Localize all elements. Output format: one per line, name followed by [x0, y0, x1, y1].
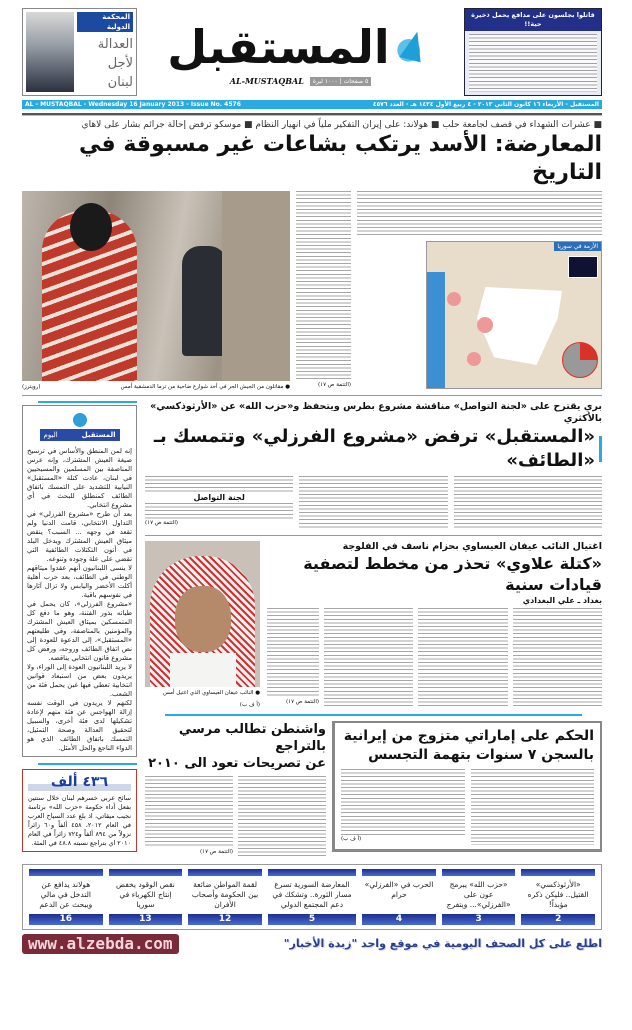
- teaser-text: لقمة المواطن ضائعة بين الحكومة وأصحاب الأفران: [191, 880, 259, 909]
- egypt-body-column: [238, 776, 326, 858]
- teaser-text: الحرب في «الفرزلي» حرام: [364, 880, 434, 899]
- uae-body-column: [341, 769, 465, 835]
- lead-row: [22, 191, 602, 391]
- map-marker: [467, 352, 481, 366]
- headline-line: بالسجن ٧ سنوات بتهمة التجسس: [368, 747, 594, 763]
- logo-main: المستقبل: [81, 431, 116, 439]
- iraq-text: [267, 541, 602, 709]
- iraq-last-column: [267, 608, 319, 708]
- second-body-column: [145, 503, 293, 519]
- lead-kicker: ■ عشرات الشهداء في قصف لجامعة حلب ■ هولاند: على إيران التفكير ملياً في انهيار النظام ■ موسكو ترفض إحالة جرائم بشار على لاهاي: [81, 120, 602, 130]
- date-bar: [22, 100, 602, 109]
- iraq-body-column: [513, 608, 602, 708]
- sidebar-box: [22, 405, 137, 757]
- divider: [22, 113, 602, 116]
- iraq-continued: (التتمة ص ١٧): [285, 699, 320, 705]
- teaser-page-number: 2: [521, 914, 595, 925]
- lead-photo-caption: ● مقاتلون من الجيش الحر في أحد شوارع ضاحية من ترما الدمشقية أمس: [120, 384, 290, 390]
- teaser-bar: [29, 869, 103, 876]
- logo-sub: [230, 76, 371, 86]
- syria-map[interactable]: [426, 241, 602, 389]
- teaser-bar: [268, 869, 356, 876]
- second-body-column: [299, 476, 447, 530]
- teaser-page-number: 12: [188, 914, 262, 925]
- uae-left-column: [341, 769, 465, 845]
- lead-body-top: [357, 191, 602, 235]
- date-english: AL - MUSTAQBAL - Wednesday 16 January 2013 - Issue No. 4576: [25, 101, 241, 108]
- masthead: [22, 8, 602, 96]
- lead-text-column: [296, 191, 351, 391]
- masthead-logo[interactable]: [145, 8, 456, 96]
- teaser-page-number: 4: [362, 914, 436, 925]
- map-marker: [447, 292, 461, 306]
- footer-url[interactable]: www.alzebda.com: [22, 934, 179, 954]
- teaser-page-number: 13: [109, 914, 183, 925]
- iraq-body: [267, 608, 602, 708]
- teaser-page-13[interactable]: [109, 869, 183, 925]
- teaser-text: «حزب الله» يبرمج عون على «الفرزلي»... ويتفرج: [446, 880, 511, 909]
- teaser-bar: [362, 869, 436, 876]
- lead-photo-caption-row: [22, 383, 290, 391]
- slogan-line: لأجل: [107, 56, 133, 71]
- lead-right-area: [357, 191, 602, 391]
- stat-text: سائح عربي خسرهم لبنان خلال سنتين بفعل أداء حكومة «حزب الله» برئاسة نجيب ميقاتي، اذ بلغ عدد السياح العرب في العام ٢٠١٢، ٤٥٨ ألفاً و٦٠ زائراً نزولاً من ٨٩٤ ألفاً و٧٢٤ زائراً في العام ٢٠١٠ اي بتراجع نسبته ٤٨.٨ في المئة.: [28, 794, 131, 847]
- teaser-bar: [188, 869, 262, 876]
- iraq-kicker: اغتيال النائب عيفان العيساوي بحزام ناسف في الفلوجة: [342, 541, 602, 552]
- second-continued: (التتمة ص ١٧): [145, 520, 179, 526]
- egypt-story: [145, 721, 326, 858]
- second-subhead: لجنة التواصل: [193, 493, 245, 502]
- map-inset: [568, 256, 598, 278]
- second-body-column: [454, 476, 602, 530]
- side-story-body: [469, 34, 597, 92]
- cyan-rule: [38, 401, 137, 403]
- egypt-body-column: [145, 776, 233, 848]
- tribunal-text: [77, 12, 133, 92]
- lead-photo[interactable]: [22, 191, 290, 381]
- price-tag: ٥ صفحات | ١٠٠٠ ليرة: [310, 77, 371, 86]
- cyan-rule: [38, 763, 137, 765]
- teaser-page-3[interactable]: [442, 869, 516, 925]
- teaser-page-number: 5: [268, 914, 356, 925]
- sidebar-paragraph: إنه لمن المنطق والأساس في ترسيخ صيغة العيش المشترك، وإنه عرس المناصفة بين المسلمين والمسيحيين في لبنان، عادت كتلة «المستقبل» النيابية للتشديد على التمسك باتفاق الطائف كمنطلق للبحث في أي مشروع انتخابي.: [27, 447, 132, 509]
- teaser-page-number: 16: [29, 914, 103, 925]
- lower-region: [22, 401, 602, 858]
- egypt-left-column: [145, 776, 233, 858]
- teaser-text: «الأرثوذكسي» القتيل.. فليكن ذكره مؤبداً!: [527, 880, 589, 909]
- teaser-page-12[interactable]: [188, 869, 262, 925]
- map-marker: [477, 317, 493, 333]
- second-kicker: بري يقترح على «لجنة التواصل» مناقشة مشروع بطرس ويتحفظ و«حزب الله» عن «الأرثوذكسي» بالأكثري: [150, 401, 602, 424]
- iraq-caption-row: [145, 689, 260, 709]
- logo-tag: اليوم: [43, 431, 58, 439]
- lead-photo-credit: (رويترز): [22, 384, 41, 390]
- logo-band: [40, 429, 120, 441]
- teaser-text: هولاند يدافع عن التدخل في مالي ويبحث عن الدعم: [39, 880, 93, 909]
- fighter-figure: [182, 246, 227, 356]
- thobe: [170, 653, 236, 687]
- headline-line: عن تصريحات تعود الى ٢٠١٠: [148, 756, 326, 771]
- tribunal-label: المحكمة الدولية: [77, 12, 133, 32]
- second-headline-row: [145, 425, 602, 473]
- side-story-title: قاتلوا بجلسون على مدافع يحمل ذخيرة حية!!: [465, 9, 601, 31]
- headline-line: واشنطن تطالب مرسي بالتراجع: [178, 722, 326, 754]
- iraq-byline: بغداد ـ علي البغدادي: [522, 596, 602, 605]
- logo-arabic: المستقبل: [167, 20, 390, 74]
- right-column: [145, 401, 602, 858]
- wall: [222, 191, 290, 381]
- iraq-photo-credit: (أ ف ب): [239, 702, 260, 708]
- teaser-page-16[interactable]: [29, 869, 103, 925]
- sidebar-text: [27, 447, 132, 753]
- iraq-photo-caption: ● النائب عيفان العيساوي الذي اغتيل أمس: [162, 690, 260, 696]
- footer-slogan[interactable]: اطلع على كل الصحف اليومية في موقع واحد "زبدة الأخبار": [283, 937, 602, 950]
- headline-line: الحكم على إماراتي متزوج من إيرانية: [343, 728, 594, 744]
- divider: [22, 395, 602, 396]
- iraq-headline[interactable]: «كتلة علاوي» تحذر من مخطط لتصفية قيادات سنية: [303, 554, 602, 594]
- mustaqbal-today-logo: [40, 413, 120, 441]
- teaser-page-2[interactable]: [521, 869, 595, 925]
- teaser-text: نقص الوقود يخفض إنتاج الكهرباء في سوريا: [116, 880, 175, 909]
- hariri-photo: [26, 12, 74, 92]
- egypt-headline[interactable]: [145, 721, 326, 772]
- sidebar-paragraph: لا ينسى اللبنانيون أنهم عقدوا ميثاقهم الوطني في الطائف، بعد حرب أهلية أكلت الأخضر واليابس ولا تزال آثارها في نفوسهم باقية.: [27, 564, 132, 599]
- stat-figure: ٤٣٦ ألف: [28, 773, 131, 791]
- lead-photo-block: [22, 191, 290, 391]
- logo-emblem-icon: [73, 413, 87, 427]
- sidebar-paragraph: «مشروع الفرزلي»، كان يحمل في طياته بذور الفتنة، وهو ما دفع كل المتمسكين بميثاق العيش المشترك والمؤمنين بالمناصفة، وفي طليعتهم «المستقبل»، إلى الدعوة للعودة إلى نص اتفاق الطائف وروحه، ورفض كل مشروع قانون انتخابي يناقضه.: [27, 600, 132, 662]
- lead-headline[interactable]: المعارضة: الأسد يرتكب بشاعات غير مسبوقة في التاريخ: [79, 132, 602, 185]
- tribunal-slogan: [77, 35, 133, 92]
- logo-emblem-icon: [394, 27, 434, 67]
- left-column: [22, 401, 137, 852]
- teaser-text: المعارضة السورية تسرع مسار الثورة.. وتشكك في دعم المجتمع الدولي: [272, 880, 352, 909]
- fighter-head: [70, 203, 112, 251]
- egypt-body: [145, 776, 326, 858]
- map-sea: [427, 272, 445, 389]
- lead-continued: (التتمة ص ١٧): [317, 382, 351, 388]
- second-body: [145, 476, 602, 530]
- second-body-column: [145, 476, 293, 492]
- sidebar-paragraph: بعد أن طرح «مشروع الفرزلي» في التداول الانتخابي، قامت الدنيا ولم تقعد في وجهه ... السبب؟ ينقض ميثاق العيش المشترك ويدخل البلد في أتون التكتلات الطائفية التي تقضي على علة وجوده وتنوعه.: [27, 510, 132, 563]
- cyan-rule: [599, 436, 602, 462]
- teaser-bar: [109, 869, 183, 876]
- bottom-stories: [145, 721, 602, 858]
- footer-ad: [22, 934, 602, 954]
- inside-pages-bar: [22, 864, 602, 930]
- iraq-story: [145, 541, 602, 709]
- iraq-body-column: [418, 608, 507, 708]
- logo-latin: AL-MUSTAQBAL: [229, 76, 304, 86]
- side-story-box[interactable]: [464, 8, 602, 96]
- hariri-tribunal-box[interactable]: [22, 8, 137, 96]
- iraq-photo[interactable]: [145, 541, 260, 687]
- slogan-line: لبنان: [107, 75, 133, 90]
- sidebar-paragraph: لا يريد اللبنانيون العودة إلى الوراء، ولا يريدون بعض من استبعاد قوانين انتخابية تعطي فيها غبن يحمل فئة من الشعب.: [27, 663, 132, 698]
- cyan-rule: [165, 714, 582, 716]
- teaser-page-5[interactable]: [268, 869, 356, 925]
- uae-headline: [341, 727, 594, 765]
- slogan-line: العدالة: [97, 37, 133, 52]
- second-third-column: [145, 476, 293, 530]
- teaser-bar: [521, 869, 595, 876]
- uae-credit: (أ ف ب): [341, 836, 362, 842]
- sidebar-paragraph: لكنهم لا يريدون في الوقت نفسه إزالة الهواجس عن فئة منهم لإعادة تشكيلها لدى فئة أخرى، والسبيل لتحقيق العدالة وصحة التمثيل، التمسك باتفاق الطائف الذي هو الدواء الناجع والحل الأمثل.: [27, 699, 132, 752]
- uae-body-column: [471, 769, 595, 845]
- logo-lockup: [167, 18, 433, 76]
- date-arabic: المستقبل - الأربعاء ١٦ كانون الثاني ٢٠١٣ - ٤ ربيع الأول ١٤٣٤ هـ - العدد ٤٥٧٦: [372, 101, 599, 108]
- lead-body-column: [296, 191, 351, 379]
- iraq-body-column: [324, 608, 413, 708]
- teaser-bar: [442, 869, 516, 876]
- map-title: الأزمة في سوريا: [554, 242, 601, 251]
- teaser-page-number: 3: [442, 914, 516, 925]
- uae-story-box[interactable]: [332, 721, 602, 852]
- second-headline[interactable]: «المستقبل» ترفض «مشروع الفرزلي» وتتمسك بـ «الطائف»: [153, 426, 595, 471]
- iraq-photo-block: [145, 541, 260, 709]
- map-pie-chart: [562, 342, 598, 378]
- egypt-continued: (التتمة ص ١٧): [199, 849, 233, 855]
- iraq-body-column: [267, 608, 319, 698]
- teaser-page-4[interactable]: [362, 869, 436, 925]
- tourist-stat-box[interactable]: [22, 769, 137, 852]
- uae-body: [341, 769, 594, 845]
- face: [175, 586, 231, 652]
- divider: [145, 535, 602, 536]
